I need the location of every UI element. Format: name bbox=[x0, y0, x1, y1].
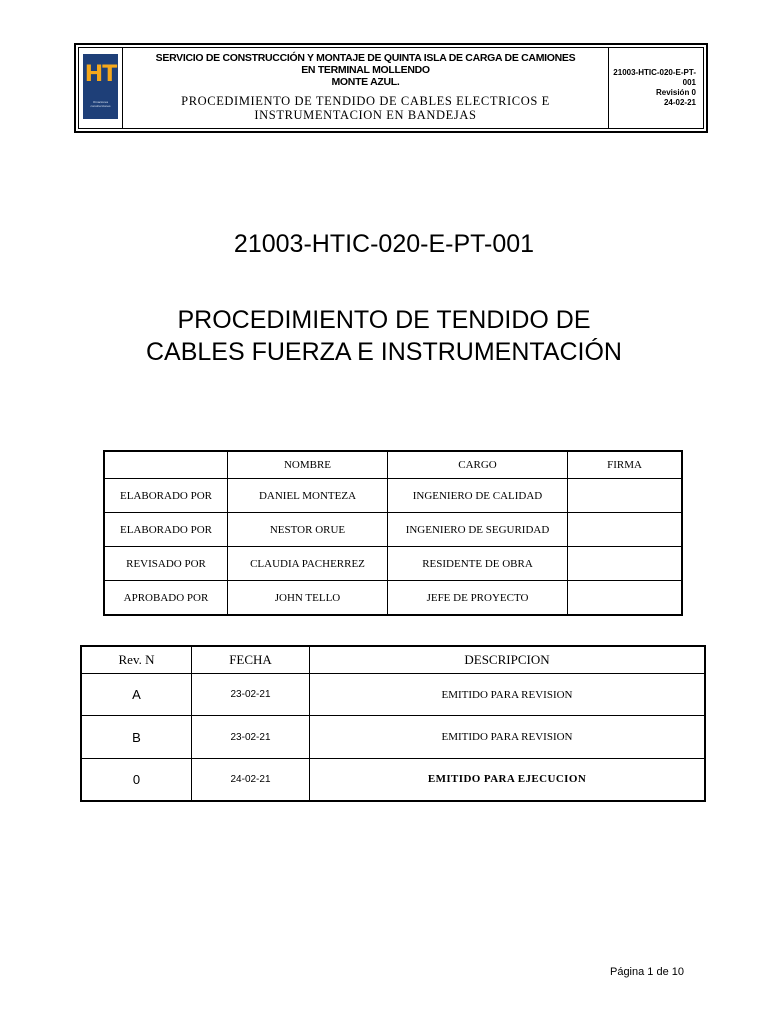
company-line-2: EN TERMINAL MOLLENDO bbox=[301, 64, 430, 76]
description-cell: EMITIDO PARA REVISION bbox=[310, 674, 704, 716]
header-cell-rev: Rev. N bbox=[82, 647, 192, 674]
description-cell: EMITIDO PARA REVISION bbox=[310, 716, 704, 758]
role-cell: ELABORADO POR bbox=[105, 513, 228, 547]
document-header bbox=[74, 43, 708, 133]
header-title-cell bbox=[123, 48, 609, 128]
table-row bbox=[82, 759, 704, 800]
signature-cell bbox=[568, 547, 681, 581]
company-logo bbox=[83, 54, 118, 119]
table-row bbox=[82, 674, 704, 716]
company-line-1: SERVICIO DE CONSTRUCCIÓN Y MONTAJE DE QUINTA ISLA DE CARGA DE CAMIONES bbox=[155, 52, 576, 64]
rev-cell: A bbox=[82, 674, 192, 716]
rev-cell: B bbox=[82, 716, 192, 758]
header-date: 24-02-21 bbox=[663, 98, 696, 107]
table-header-row bbox=[105, 452, 681, 479]
header-code-cell bbox=[609, 48, 703, 128]
header-cell-date: FECHA bbox=[192, 647, 310, 674]
procedure-line-1: PROCEDIMIENTO DE TENDIDO DE CABLES ELECTRICOS E bbox=[181, 94, 550, 108]
role-cell: APROBADO POR bbox=[105, 581, 228, 614]
name-cell: JOHN TELLO bbox=[228, 581, 388, 614]
company-line-3: MONTE AZUL. bbox=[331, 76, 400, 88]
signature-cell bbox=[568, 581, 681, 614]
signature-cell bbox=[568, 513, 681, 547]
header-cell-position: CARGO bbox=[388, 452, 568, 479]
table-row bbox=[82, 716, 704, 758]
description-cell: EMITIDO PARA EJECUCION bbox=[427, 773, 587, 786]
logo-tagline: Ornaciones construcciones bbox=[90, 100, 111, 108]
document-title-line-2: CABLES FUERZA E INSTRUMENTACIÓN bbox=[146, 338, 622, 366]
logo-cell bbox=[79, 48, 123, 128]
revision-history-table bbox=[80, 645, 706, 802]
date-cell: 23-02-21 bbox=[192, 716, 310, 758]
position-cell: INGENIERO DE CALIDAD bbox=[388, 479, 568, 513]
position-cell: INGENIERO DE SEGURIDAD bbox=[388, 513, 568, 547]
position-cell: RESIDENTE DE OBRA bbox=[388, 547, 568, 581]
signature-cell bbox=[568, 479, 681, 513]
position-cell: JEFE DE PROYECTO bbox=[388, 581, 568, 614]
date-cell: 24-02-21 bbox=[192, 759, 310, 800]
procedure-line-2: INSTRUMENTACION EN BANDEJAS bbox=[254, 108, 477, 122]
table-row bbox=[105, 513, 681, 547]
document-code: 21003-HTIC-020-E-PT-001 bbox=[233, 230, 535, 258]
name-cell: DANIEL MONTEZA bbox=[228, 479, 388, 513]
header-cell-name: NOMBRE bbox=[228, 452, 388, 479]
doc-code-line-1: 21003-HTIC-020-E-PT- bbox=[613, 68, 696, 77]
document-header-frame bbox=[78, 47, 704, 129]
revision-label: Revisión 0 bbox=[655, 88, 696, 97]
document-title bbox=[0, 304, 768, 368]
name-cell: CLAUDIA PACHERREZ bbox=[228, 547, 388, 581]
doc-code-line-2: 001 bbox=[682, 78, 696, 87]
table-row bbox=[105, 479, 681, 513]
table-row bbox=[105, 581, 681, 614]
approval-signatures-table bbox=[103, 450, 683, 616]
header-cell-role bbox=[105, 452, 228, 479]
name-cell: NESTOR ORUE bbox=[228, 513, 388, 547]
date-cell: 23-02-21 bbox=[192, 674, 310, 716]
table-row bbox=[105, 547, 681, 581]
role-cell: ELABORADO POR bbox=[105, 479, 228, 513]
table-header-row bbox=[82, 647, 704, 674]
procedure-name bbox=[123, 94, 608, 122]
role-cell: REVISADO POR bbox=[105, 547, 228, 581]
header-cell-description: DESCRIPCION bbox=[310, 647, 704, 674]
rev-cell: 0 bbox=[82, 759, 192, 800]
page-number: Página 1 de 10 bbox=[609, 966, 684, 978]
company-project-name bbox=[123, 52, 608, 88]
document-title-line-1: PROCEDIMIENTO DE TENDIDO DE bbox=[177, 306, 591, 334]
header-cell-signature: FIRMA bbox=[568, 452, 681, 479]
logo-letters: HT bbox=[84, 62, 117, 87]
